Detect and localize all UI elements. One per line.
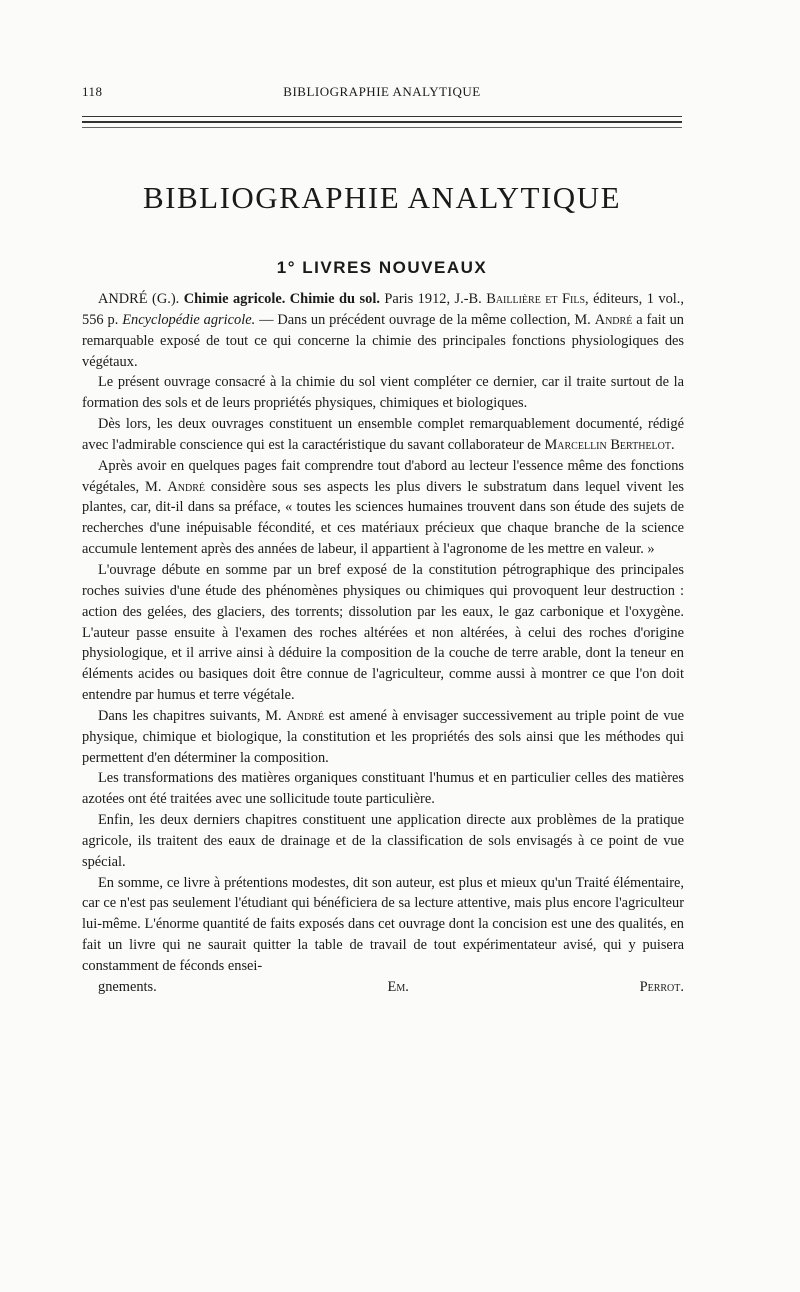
imprint-details: , éditeurs, 1 vol., 556 p.	[82, 291, 684, 328]
author-name: André	[167, 478, 205, 495]
review-paragraph-6: Dans les chapitres suivants, M. André est amené à envisager successivement au triple point de vue physique, chimique et biologique, la constitution et les propriétés des sols ainsi que les méthodes qui permettent d'en déterminer la composition.	[82, 707, 684, 766]
reviewer-signature: Em. Perrot.	[387, 978, 684, 995]
page-number: 118	[82, 84, 103, 99]
review-author: ANDRÉ (G.).	[98, 291, 180, 307]
review-paragraph-5: L'ouvrage débute en somme par un bref exposé de la constitution pétrographique des principales roches suivies d'une étude des phénomènes physiques ou chimiques qui provoquent leur destruction : action des gelées, des glaciers, des torrents; dissolution par les eaux, le gaz carbonique et l'oxygène. L'auteur passe ensuite à l'examen des roches altérées et non altérées, à celui des roches d'origine physiologique, et il arrive ainsi à déduire la composition de la couche de terre arable, dont la teneur en éléments acides ou basiques doit être connue de l'agriculteur, comme aussi à montrer ce que l'on doit entendre par humus et terre végétale.	[82, 561, 684, 704]
review-paragraph-7: Les transformations des matières organiques constituant l'humus et en particulier celles des matières azotées ont été traitées avec une sollicitude toute particulière.	[82, 770, 684, 808]
main-title: BIBLIOGRAPHIE ANALYTIQUE	[142, 180, 622, 215]
author-name: André	[286, 707, 325, 724]
review-closing-line: gnements. Em. Perrot.	[98, 978, 684, 995]
person-name: Marcellin Berthelot	[544, 436, 671, 453]
header-rule	[82, 116, 682, 117]
imprint: Paris 1912, J.-B.	[384, 291, 482, 307]
running-title: BIBLIOGRAPHIE ANALYTIQUE	[283, 84, 481, 99]
review-paragraph-9: En somme, ce livre à prétentions modestes, dit son auteur, est plus et mieux qu'un Traité élémentaire, car ce n'est pas seulement l'étudiant qui bénéficiera de sa lecture attentive, mais plus encore l'agriculteur lui-même. L'énorme quantité de faits exposés dans cet ouvrage dont la concision est une des qualités, en fait un livre qui ne saurait quitter la table de travail de tout expérimentateur avisé, qui y puisera constamment de féconds ensei-	[82, 874, 684, 974]
review-paragraph-4: Après avoir en quelques pages fait comprendre tout d'abord au lecteur l'essence même des fonctions végétales, M. André considère sous ses aspects les plus divers le substratum dans lequel vivent les plantes, car, dit-il dans sa préface, « toutes les sciences humaines trouvent dans son étude des sujets de recherches d'une inépuisable fécondité, et ces matériaux précieux que chaque branche de la science accumule lentement après des années de labeur, il appartient à l'agronome de les mettre en valeur. »	[82, 457, 684, 558]
publisher: Baillière et Fils	[486, 291, 586, 307]
book-title: Chimie agricole. Chimie du sol.	[183, 291, 380, 307]
author-name: André	[594, 311, 633, 328]
review-paragraph-2: Le présent ouvrage consacré à la chimie du sol vient compléter ce dernier, car il traite surtout de la formation des sols et de leurs propriétés physiques, chimiques et biologiques.	[82, 374, 684, 412]
section-heading: 1° LIVRES NOUVEAUX	[276, 258, 488, 277]
header-rule-thin	[82, 127, 682, 128]
review-paragraph-3: Dès lors, les deux ouvrages constituent un ensemble complet remarquablement documenté, rédigé avec l'admirable conscience qui est la caractéristique du savant collaborateur de Marcellin Berthelot.	[82, 416, 684, 453]
header-rule-thick	[82, 121, 682, 123]
book-review	[82, 289, 684, 998]
series-title: Encyclopédie agricole.	[122, 311, 256, 328]
review-paragraph-8: Enfin, les deux derniers chapitres constituent une application directe aux problèmes de la pratique agricole, ils traitent des eaux de drainage et de la classification de sols envisagés à ce point de vue spécial.	[82, 812, 684, 870]
review-paragraph-1: ANDRÉ (G.). Chimie agricole. Chimie du sol. Paris 1912, J.-B. Baillière et Fils, éditeurs, 1 vol., 556 p. Encyclopédie agricole. — Dans un précédent ouvrage de la même collection, M. André a fait un remarquable exposé de tout ce qui concerne la chimie des principales fonctions physiologiques des végétaux.	[82, 291, 685, 370]
running-header	[82, 84, 682, 104]
